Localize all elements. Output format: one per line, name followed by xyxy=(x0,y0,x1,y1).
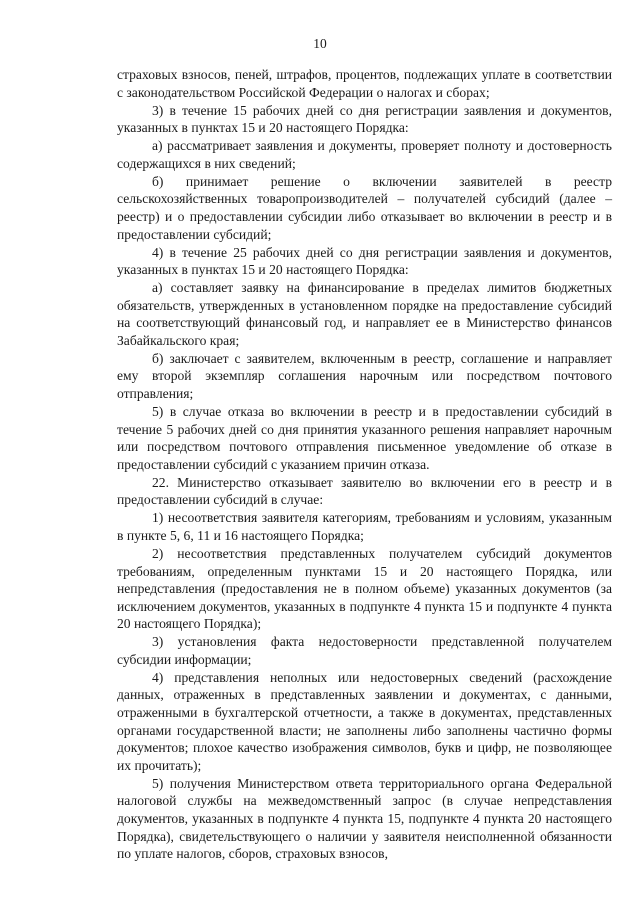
paragraph-22-item-2: 2) несоответствия представленных получателем субсидий документов требованиям, определенным пунктами 15 и 20 настоящего Порядка, или непредставления (предоставления не в полном объеме) указанных документов (за исключением документов, указанных в подпункте 4 пункта 15 и подпункте 4 пункта 20 настоящего Порядка); xyxy=(117,545,612,632)
paragraph-section-22: 22. Министерство отказывает заявителю во включении его в реестр и в предоставлении субсидий в случае: xyxy=(117,474,612,508)
paragraph-item-3b: б) принимает решение о включении заявителей в реестр сельскохозяйственных товаропроизводителей – получателей субсидий (далее – реестр) и о предоставлении субсидии либо отказывает во включении в реестр и в предоставлении субсидий; xyxy=(117,173,612,242)
paragraph-item-4a: а) составляет заявку на финансирование в пределах лимитов бюджетных обязательств, утвержденных в установленном порядке на предоставление субсидий на соответствующий финансовый год, и направляет ее в Министерство финансов Забайкальского края; xyxy=(117,280,612,348)
paragraph-item-3: 3) в течение 15 рабочих дней со дня регистрации заявления и документов, указанных в пунктах 15 и 20 настоящего Порядка: xyxy=(117,102,612,136)
paragraph-item-4b: б) заключает с заявителем, включенным в реестр, соглашение и направляет ему второй экземпляр соглашения нарочным или посредством почтового отправления; xyxy=(117,350,612,402)
paragraph-22-item-4: 4) представления неполных или недостоверных сведений (расхождение данных, отраженных в представленных заявлении и документах, с данными, отраженными в бухгалтерской отчетности, а также в документах, представленных органами государственной власти; не заполнены либо заполнены частично формы документов; плохое качество изображения символов, букв и цифр, не позволяющее их прочитать); xyxy=(117,669,612,773)
paragraph-22-item-1: 1) несоответствия заявителя категориям, требованиям и условиям, указанным в пункте 5, 6, 11 и 16 настоящего Порядка; xyxy=(117,510,612,543)
paragraph-item-4: 4) в течение 25 рабочих дней со дня регистрации заявления и документов, указанных в пунктах 15 и 20 настоящего Порядка: xyxy=(117,244,612,278)
paragraph-22-item-5: 5) получения Министерством ответа территориального органа Федеральной налоговой службы на межведомственный запрос (в случае непредставления документов, указанных в подпункте 4 пункта 15, подпункте 4 пункта 20 настоящего Порядка), свидетельствующего о наличии у заявителя неисполненной обязанности по уплате налогов, сборов, страховых взносов, xyxy=(117,775,612,862)
paragraph-item-5: 5) в случае отказа во включении в реестр и в предоставлении субсидий в течение 5 рабочих дней со дня принятия указанного решения направляет нарочным или посредством почтового отправления письменное уведомление об отказе в предоставлении субсидий с указанием причин отказа. xyxy=(117,404,612,472)
paragraph-22-item-3: 3) установления факта недостоверности представленной получателем субсидии информации; xyxy=(117,634,612,667)
page-number: 10 xyxy=(313,36,327,51)
paragraph-item-3a: а) рассматривает заявления и документы, проверяет полноту и достоверность содержащихся в них сведений; xyxy=(117,138,612,171)
document-body xyxy=(117,66,612,863)
paragraph-continuation: страховых взносов, пеней, штрафов, процентов, подлежащих уплате в соответствии с законодательством Российской Федерации о налогах и сборах; xyxy=(117,67,612,100)
